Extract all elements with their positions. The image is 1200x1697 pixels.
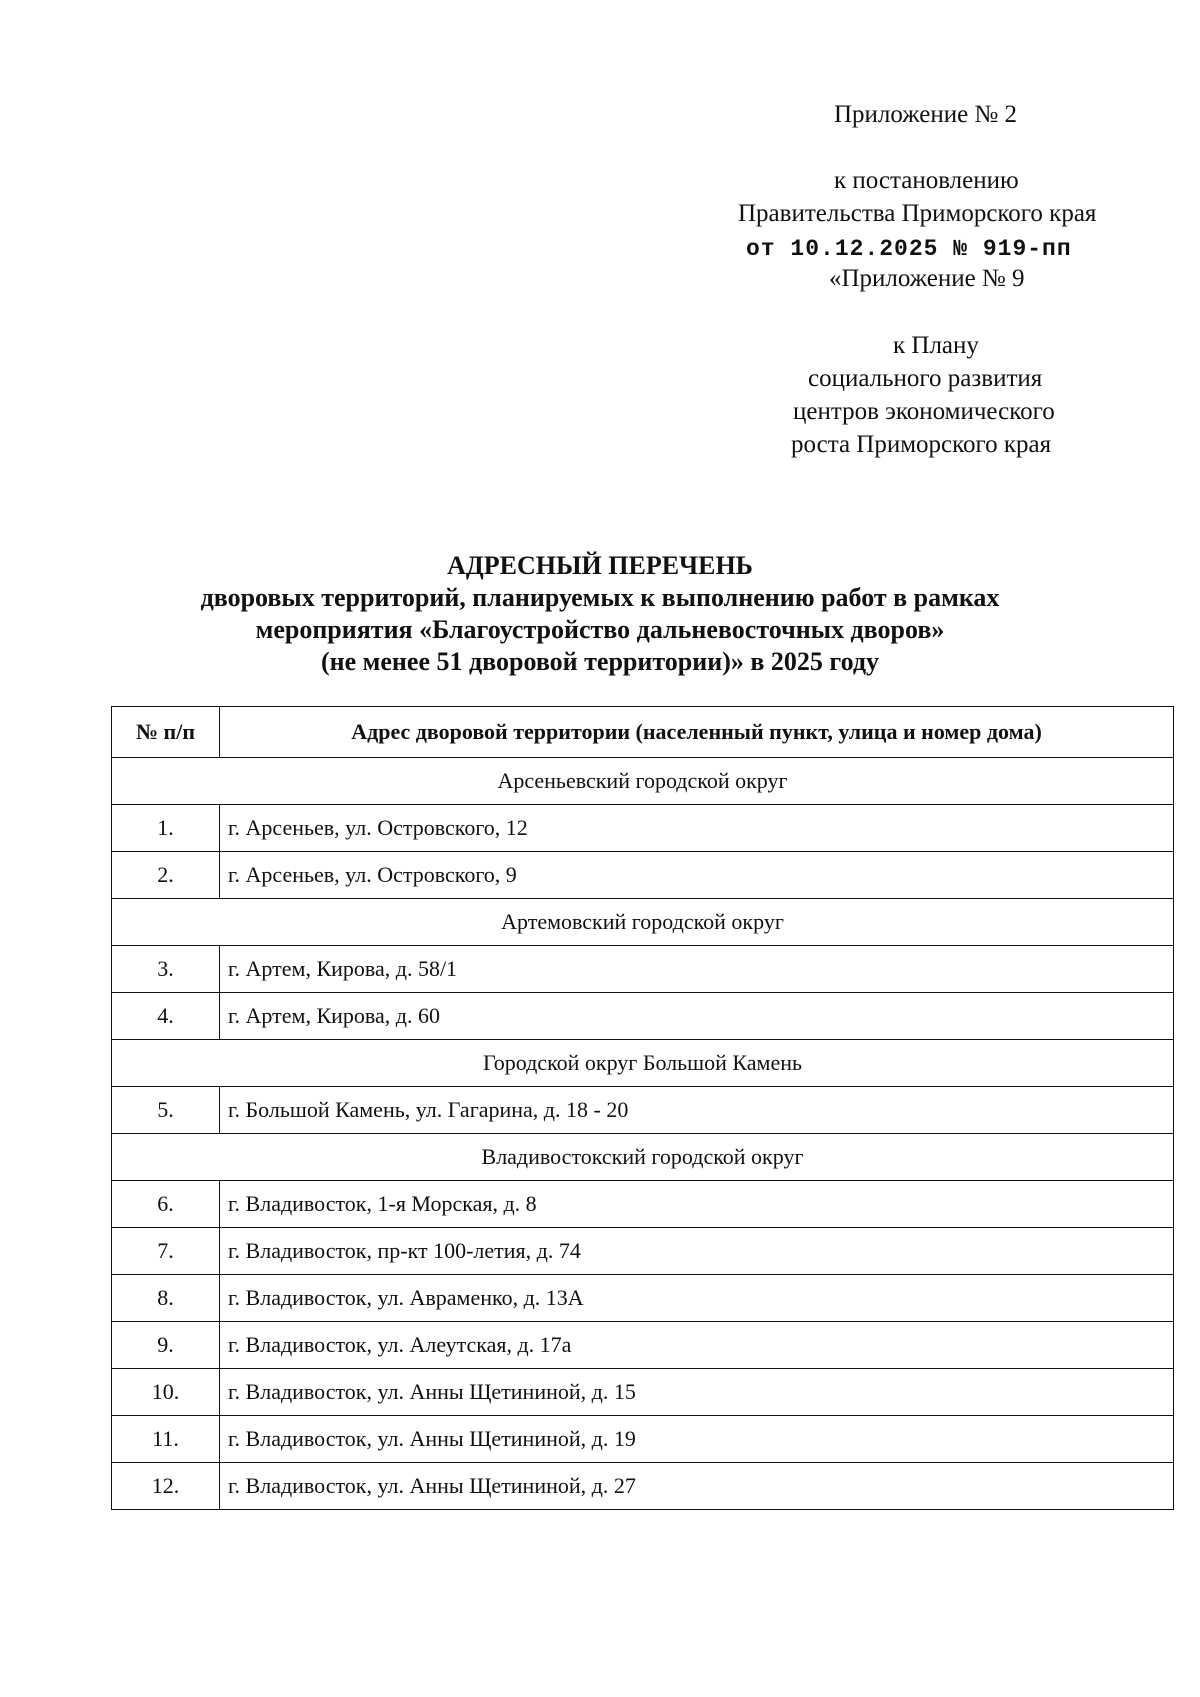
group-name: Арсеньевский городской округ xyxy=(112,758,1174,805)
to-plan-label: к Плану xyxy=(893,332,979,359)
table-row xyxy=(112,1181,1174,1228)
row-number: 6. xyxy=(112,1181,220,1228)
row-number: 2. xyxy=(112,852,220,899)
row-address: г. Артем, Кирова, д. 60 xyxy=(220,993,1174,1040)
row-address: г. Арсеньев, ул. Островского, 9 xyxy=(220,852,1174,899)
row-address: г. Большой Камень, ул. Гагарина, д. 18 - 20 xyxy=(220,1087,1174,1134)
table-group-row xyxy=(112,899,1174,946)
column-header-number: № п/п xyxy=(112,707,220,758)
appendix-9-label: «Приложение № 9 xyxy=(829,265,1025,292)
row-address: г. Владивосток, ул. Анны Щетининой, д. 27 xyxy=(220,1463,1174,1510)
table-row xyxy=(112,1463,1174,1510)
row-number: 7. xyxy=(112,1228,220,1275)
table-group-row xyxy=(112,1134,1174,1181)
group-name: Артемовский городской округ xyxy=(112,899,1174,946)
table-row xyxy=(112,1369,1174,1416)
title-line-2: дворовых территорий, планируемых к выполнению работ в рамках xyxy=(200,583,1000,612)
to-decree-label: к постановлению xyxy=(834,167,1019,194)
row-number: 11. xyxy=(112,1416,220,1463)
row-number: 5. xyxy=(112,1087,220,1134)
row-number: 9. xyxy=(112,1322,220,1369)
row-number: 1. xyxy=(112,805,220,852)
row-address: г. Владивосток, пр-кт 100-летия, д. 74 xyxy=(220,1228,1174,1275)
row-number: 10. xyxy=(112,1369,220,1416)
title-line-4: (не менее 51 дворовой территории)» в 2025 году xyxy=(321,647,879,676)
group-name: Городской округ Большой Камень xyxy=(112,1040,1174,1087)
economic-centers-label: центров экономического xyxy=(793,398,1055,425)
appendix-2-label: Приложение № 2 xyxy=(834,101,1018,128)
table-group-row xyxy=(112,758,1174,805)
table-group-row xyxy=(112,1040,1174,1087)
row-address: г. Артем, Кирова, д. 58/1 xyxy=(220,946,1174,993)
decree-date-number: от 10.12.2025 № 919-пп xyxy=(746,236,1072,262)
row-address: г. Владивосток, ул. Алеутская, д. 17а xyxy=(220,1322,1174,1369)
growth-region-label: роста Приморского края xyxy=(791,431,1052,458)
table-header-row xyxy=(112,707,1174,758)
table-row xyxy=(112,805,1174,852)
group-name: Владивостокский городской округ xyxy=(112,1134,1174,1181)
table-row xyxy=(112,1275,1174,1322)
table-row xyxy=(112,1322,1174,1369)
table-row xyxy=(112,1416,1174,1463)
table-row xyxy=(112,993,1174,1040)
table-row xyxy=(112,1087,1174,1134)
row-address: г. Арсеньев, ул. Островского, 12 xyxy=(220,805,1174,852)
title-line-1: АДРЕСНЫЙ ПЕРЕЧЕНЬ xyxy=(447,551,753,580)
table-row xyxy=(112,946,1174,993)
row-address: г. Владивосток, ул. Анны Щетининой, д. 15 xyxy=(220,1369,1174,1416)
table-row xyxy=(112,1228,1174,1275)
address-table xyxy=(111,706,1174,1510)
row-address: г. Владивосток, ул. Анны Щетининой, д. 19 xyxy=(220,1416,1174,1463)
row-number: 8. xyxy=(112,1275,220,1322)
row-address: г. Владивосток, 1-я Морская, д. 8 xyxy=(220,1181,1174,1228)
title-line-3: мероприятия «Благоустройство дальневосточных дворов» xyxy=(255,615,945,644)
social-development-label: социального развития xyxy=(808,365,1043,392)
row-number: 3. xyxy=(112,946,220,993)
column-header-address: Адрес дворовой территории (населенный пункт, улица и номер дома) xyxy=(220,707,1174,758)
row-number: 12. xyxy=(112,1463,220,1510)
government-label: Правительства Приморского края xyxy=(738,200,1097,227)
table-row xyxy=(112,852,1174,899)
row-number: 4. xyxy=(112,993,220,1040)
row-address: г. Владивосток, ул. Авраменко, д. 13А xyxy=(220,1275,1174,1322)
